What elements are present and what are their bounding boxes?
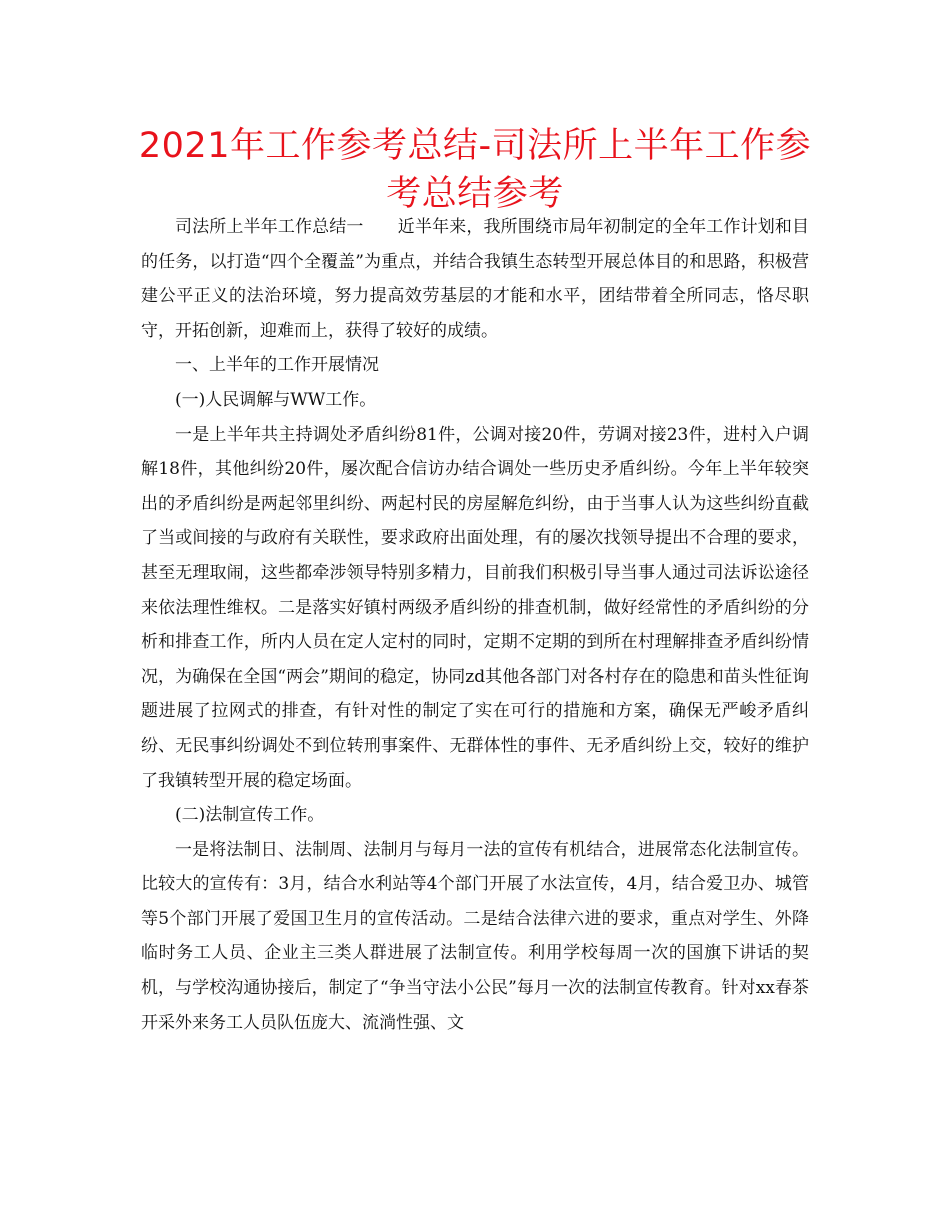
paragraph-intro: 司法所上半年工作总结一 近半年来，我所围绕市局年初制定的全年工作计划和目的任务，以打造“四个全覆盖”为重点，并结合我镇生态转型开展总体目的和思路，积极营建公平正义的法治环境，努力提高效劳基层的才能和水平，团结带着全所同志，恪尽职守，开拓创新，迎难而上，获得了较好的成绩。 (141, 217, 809, 341)
document-body (141, 210, 809, 1040)
document-title: 2021年工作参考总结-司法所上半年工作参考总结参考 (138, 126, 812, 214)
subheading-mediation: (一)人民调解与WW工作。 (175, 389, 377, 410)
subheading-legal-publicity: (二)法制宣传工作。 (175, 805, 325, 826)
paragraph-mediation: 一是上半年共主持调处矛盾纠纷81件，公调对接20件，劳调对接23件，进村入户调解18件，其他纠纷20件，屡次配合信访办结合调处一些历史矛盾纠纷。今年上半年较突出的矛盾纠纷是两起邻里纠纷、两起村民的房屋解危纠纷，由于当事人认为这些纠纷直截了当或间接的与政府有关联性，要求政府出面处理，有的屡次找领导提出不合理的要求，甚至无理取闹，这些都牵涉领导特别多精力，目前我们积极引导当事人通过司法诉讼途径来依法理性维权。二是落实好镇村两级矛盾纠纷的排查机制，做好经常性的矛盾纠纷的分析和排查工作，所内人员在定人定村的同时，定期不定期的到所在村理解排查矛盾纠纷情况，为确保在全国“两会”期间的稳定，协同zd其他各部门对各村存在的隐患和苗头性征询题进展了拉网式的排查，有针对性的制定了实在可行的措施和方案，确保无严峻矛盾纠纷、无民事纠纷调处不到位转刑事案件、无群体性的事件、无矛盾纠纷上交，较好的维护了我镇转型开展的稳定场面。 (141, 424, 809, 791)
paragraph-legal-publicity: 一是将法制日、法制周、法制月与每月一法的宣传有机结合，进展常态化法制宣传。比较大的宣传有：3月，结合水利站等4个部门开展了水法宣传，4月，结合爱卫办、城管等5个部门开展了爱国卫生月的宣传活动。二是结合法律六进的要求，重点对学生、外降临时务工人员、企业主三类人群进展了法制宣传。利用学校每周一次的国旗下讲话的契机，与学校沟通协接后，制定了“争当守法小公民”每月一次的法制宣传教育。针对xx春茶开采外来务工人员队伍庞大、流淌性强、文 (141, 839, 809, 1033)
section-heading-first-half-work: 一、上半年的工作开展情况 (175, 355, 379, 376)
